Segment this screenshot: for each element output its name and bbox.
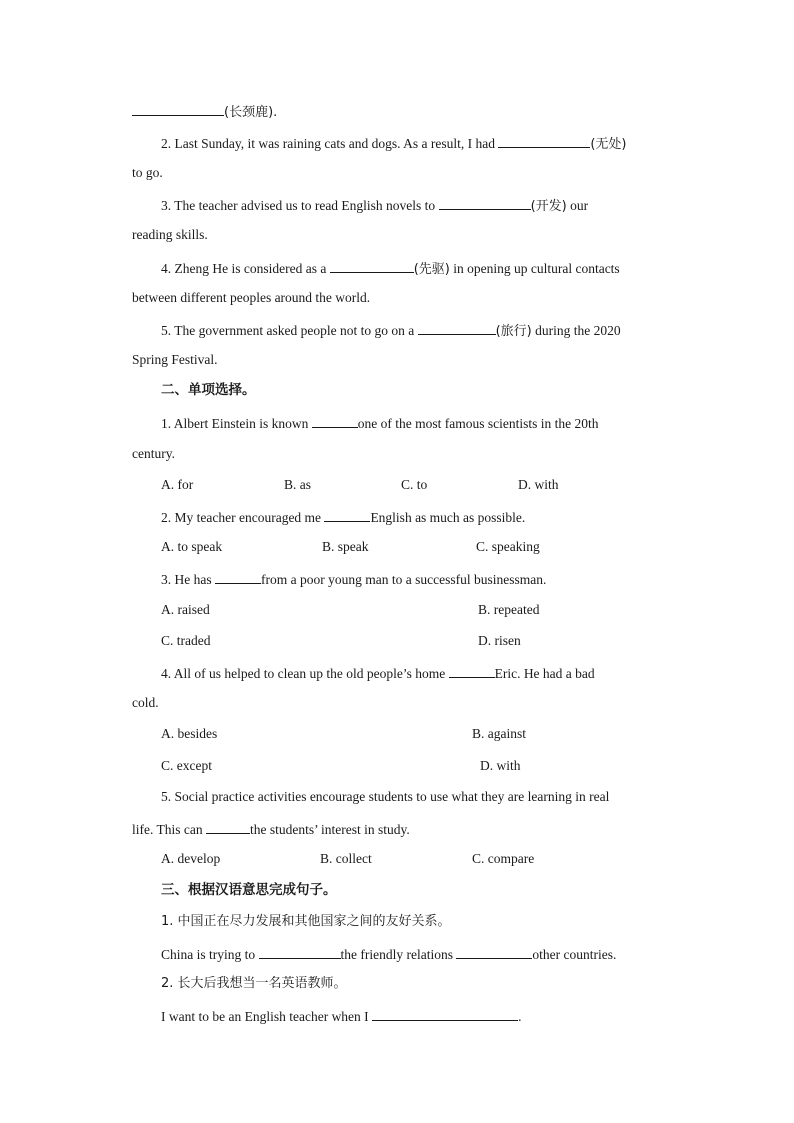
question-text: the friendly relations	[340, 947, 453, 962]
option-a[interactable]: A. for	[161, 477, 194, 492]
question-text: during the 2020	[535, 323, 621, 338]
question-text: .	[518, 1009, 522, 1024]
choice-q2	[161, 507, 525, 527]
option-b[interactable]: B. repeated	[478, 602, 540, 617]
option-a[interactable]: A. to speak	[161, 539, 223, 554]
section-heading-translate: 三、根据汉语意思完成句子。	[161, 882, 337, 898]
hint-text: (长颈鹿).	[224, 105, 278, 120]
option-a[interactable]: A. develop	[161, 851, 221, 866]
choice-q5-cont	[132, 819, 410, 839]
choice-q1-cont: century.	[132, 446, 175, 461]
option-d[interactable]: D. with	[480, 758, 521, 773]
answer-blank[interactable]	[330, 258, 414, 273]
answer-blank[interactable]	[206, 819, 250, 834]
option-b[interactable]: B. collect	[320, 851, 372, 866]
answer-blank[interactable]	[372, 1006, 518, 1021]
question-text: 2. Last Sunday, it was raining cats and dogs. As a result, I had	[161, 136, 495, 151]
question-text: 4. Zheng He is considered as a	[161, 261, 327, 276]
question-text: 3. The teacher advised us to read English novels to	[161, 198, 436, 213]
section-heading-choice: 二、单项选择。	[161, 382, 256, 398]
fill-q3	[161, 195, 588, 216]
translate-q2-english	[161, 1006, 521, 1026]
fill-q4	[161, 258, 620, 279]
fill-q3-cont: reading skills.	[132, 227, 208, 242]
hint-text: (先驱)	[413, 262, 450, 277]
option-a[interactable]: A. raised	[161, 602, 210, 617]
hint-text: (无处)	[590, 137, 627, 152]
question-text: other countries.	[532, 947, 617, 962]
option-c[interactable]: C. traded	[161, 633, 211, 648]
question-text: Eric. He had a bad	[494, 666, 595, 681]
hint-text: (开发)	[530, 199, 567, 214]
question-text: 4. All of us helped to clean up the old people’s home	[161, 666, 446, 681]
hint-text: (旅行)	[495, 324, 532, 339]
answer-blank[interactable]	[324, 507, 370, 522]
question-text: 5. The government asked people not to go on a	[161, 323, 415, 338]
fill-q4-cont: between different peoples around the world.	[132, 290, 371, 305]
choice-q5: 5. Social practice activities encourage students to use what they are learning in real	[161, 789, 610, 804]
fill-q1-tail	[132, 101, 277, 122]
answer-blank[interactable]	[439, 195, 531, 210]
translate-q1-chinese: 1. 中国正在尽力发展和其他国家之间的友好关系。	[161, 914, 451, 929]
option-d[interactable]: D. risen	[478, 633, 521, 648]
option-c[interactable]: C. speaking	[476, 539, 540, 554]
question-text: 3. He has	[161, 572, 212, 587]
fill-q5-cont: Spring Festival.	[132, 352, 218, 367]
question-text: the students’ interest in study.	[249, 822, 410, 837]
answer-blank[interactable]	[259, 944, 341, 959]
question-text: 2. My teacher encouraged me	[161, 510, 322, 525]
question-text: I want to be an English teacher when I	[161, 1009, 369, 1024]
option-a[interactable]: A. besides	[161, 726, 218, 741]
question-text: from a poor young man to a successful businessman.	[261, 572, 547, 587]
choice-q1	[161, 413, 598, 433]
question-text: our	[570, 198, 589, 213]
choice-q4-cont: cold.	[132, 695, 159, 710]
choice-q3	[161, 569, 546, 589]
translate-q1-english	[161, 944, 616, 964]
answer-blank[interactable]	[418, 320, 496, 335]
option-b[interactable]: B. as	[284, 477, 311, 492]
option-c[interactable]: C. compare	[472, 851, 535, 866]
question-text: one of the most famous scientists in the 20th	[357, 416, 599, 431]
question-text: China is trying to	[161, 947, 256, 962]
answer-blank[interactable]	[449, 663, 495, 678]
choice-q4	[161, 663, 595, 683]
option-b[interactable]: B. speak	[322, 539, 369, 554]
answer-blank[interactable]	[215, 569, 261, 584]
answer-blank[interactable]	[312, 413, 358, 428]
fill-q2-cont: to go.	[132, 165, 163, 180]
answer-blank[interactable]	[132, 101, 224, 116]
option-c[interactable]: C. except	[161, 758, 212, 773]
fill-q5	[161, 320, 621, 341]
translate-q2-chinese: 2. 长大后我想当一名英语教师。	[161, 976, 347, 991]
option-b[interactable]: B. against	[472, 726, 526, 741]
question-text: 1. Albert Einstein is known	[161, 416, 309, 431]
fill-q2	[161, 133, 626, 154]
question-text: life. This can	[132, 822, 203, 837]
option-c[interactable]: C. to	[401, 477, 428, 492]
answer-blank[interactable]	[498, 133, 590, 148]
question-text: in opening up cultural contacts	[453, 261, 620, 276]
question-text: English as much as possible.	[370, 510, 526, 525]
answer-blank[interactable]	[456, 944, 532, 959]
option-d[interactable]: D. with	[518, 477, 559, 492]
